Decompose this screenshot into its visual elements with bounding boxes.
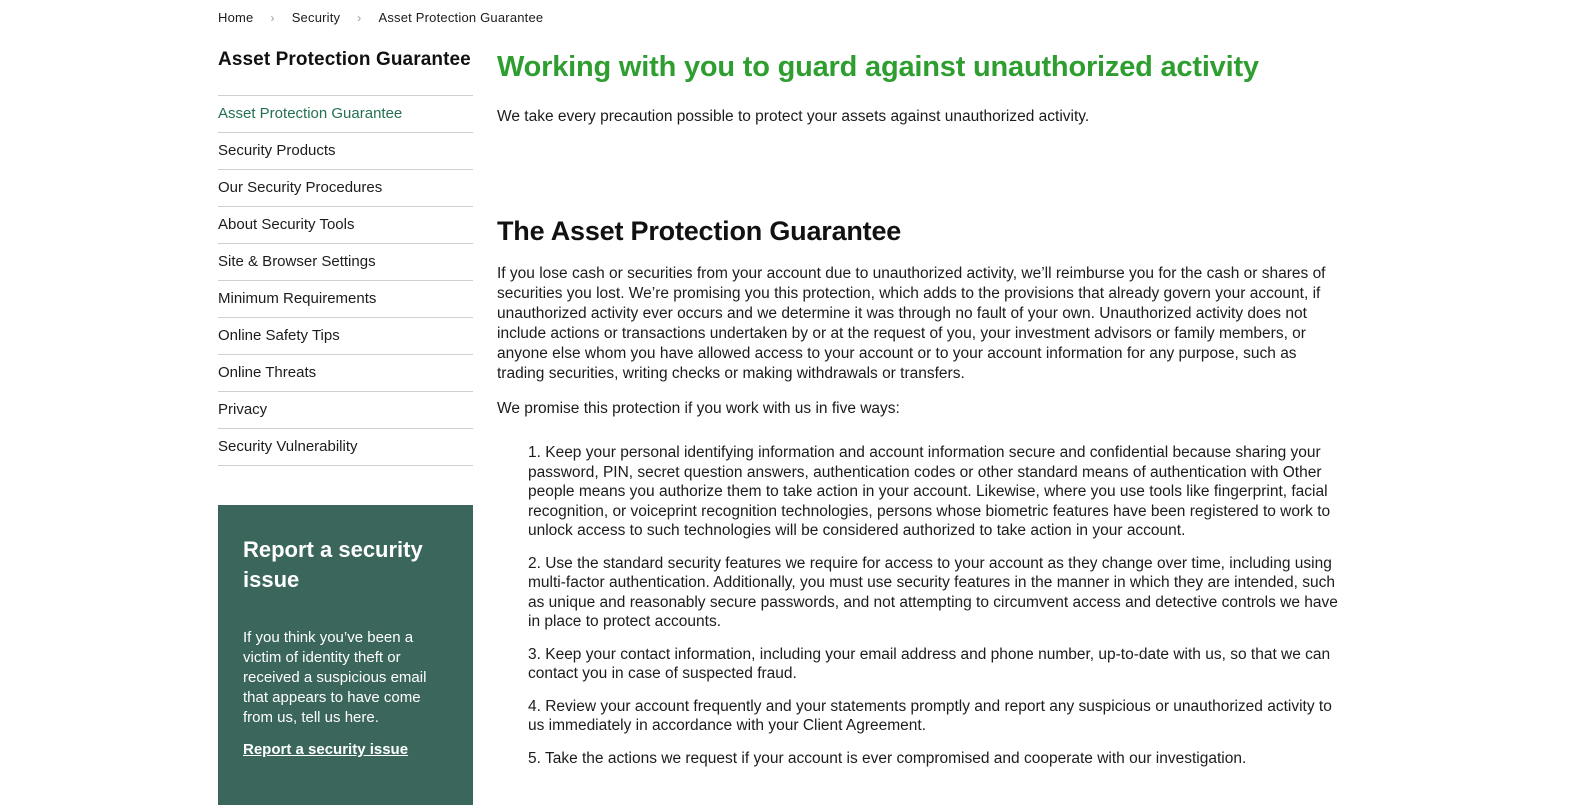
main-content (497, 49, 1347, 805)
sidebar-item-privacy[interactable]: Privacy (218, 392, 473, 429)
sidebar-item-online-safety-tips[interactable]: Online Safety Tips (218, 318, 473, 355)
sidebar-item-asset-protection-guarantee[interactable]: Asset Protection Guarantee (218, 96, 473, 133)
breadcrumb (218, 10, 1578, 25)
page-subtitle: We take every precaution possible to protect your assets against unauthorized activity. (497, 108, 1090, 125)
sidebar-item-site-browser-settings[interactable]: Site & Browser Settings (218, 244, 473, 281)
page-title: Working with you to guard against unauthorized activity (497, 51, 1259, 83)
breadcrumb-item-current: Asset Protection Guarantee (378, 10, 544, 25)
list-item: 1. Keep your personal identifying information and account information secure and confidential because sharing your password, PIN, secret question answers, authentication codes or other standard means of authentication with Other people means you authorize them to take action in your account. Likewise, where you use tools like fingerprint, facial recognition, or voiceprint recognition technologies, persons whose biometric features have been registered to work to unlock access to such technologies will be considered authorized to take action in your account. (528, 444, 1331, 539)
sidebar-item-security-vulnerability[interactable]: Security Vulnerability (218, 429, 473, 466)
list-item: 4. Review your account frequently and your statements promptly and report any suspicious or unauthorized activity to us immediately in accordance with your Client Agreement. (528, 697, 1332, 734)
sidebar-nav (218, 95, 473, 466)
sidebar (218, 49, 473, 805)
section-body-paragraph: If you lose cash or securities from your account due to unauthorized activity, we’ll reimburse you for the cash or shares of securities you lost. We’re promising you this protection, which adds to the provisions that already govern your account, if unauthorized activity ever occurs and we determine it was through no fault of your own. Unauthorized activity does not include actions or transactions undertaken by or at the request of you, your investment advisors or family members, or anyone else whom you have allowed access to your account or to your account information for any purpose, such as trading securities, writing checks or making withdrawals or transfers. (497, 265, 1326, 382)
report-security-issue-box (218, 505, 473, 805)
list-item: 3. Keep your contact information, including your email address and phone number, up-to-date with us, so that we can contact you in case of suspected fraud. (528, 645, 1331, 682)
report-box-body: If you think you’ve been a victim of identity theft or received a suspicious email that appears to have come from us, tell us here. (243, 629, 427, 726)
sidebar-item-our-security-procedures[interactable]: Our Security Procedures (218, 170, 473, 207)
breadcrumb-separator-icon: › (357, 10, 362, 25)
sidebar-title: Asset Protection Guarantee (218, 49, 471, 70)
breadcrumb-item-security[interactable]: Security (291, 10, 341, 25)
section-title: The Asset Protection Guarantee (497, 216, 902, 246)
sidebar-item-about-security-tools[interactable]: About Security Tools (218, 207, 473, 244)
list-intro: We promise this protection if you work with us in five ways: (497, 400, 900, 417)
sidebar-item-security-products[interactable]: Security Products (218, 133, 473, 170)
promise-list (497, 443, 1347, 768)
list-item: 5. Take the actions we request if your account is ever compromised and cooperate with our investigation. (528, 749, 1247, 767)
report-security-issue-link[interactable]: Report a security issue (243, 741, 409, 758)
breadcrumb-separator-icon: › (270, 10, 275, 25)
sidebar-item-minimum-requirements[interactable]: Minimum Requirements (218, 281, 473, 318)
content-area (218, 49, 1578, 805)
report-box-title: Report a security issue (243, 537, 423, 592)
list-item: 2. Use the standard security features we require for access to your account as they change over time, including using multi-factor authentication. Additionally, you must use security features in the manner in which they are intended, such as unique and reasonably secure passwords, and not attempting to circumvent access and detective controls we have in place to protect accounts. (528, 554, 1338, 630)
breadcrumb-item-home[interactable]: Home (218, 10, 254, 25)
sidebar-item-online-threats[interactable]: Online Threats (218, 355, 473, 392)
